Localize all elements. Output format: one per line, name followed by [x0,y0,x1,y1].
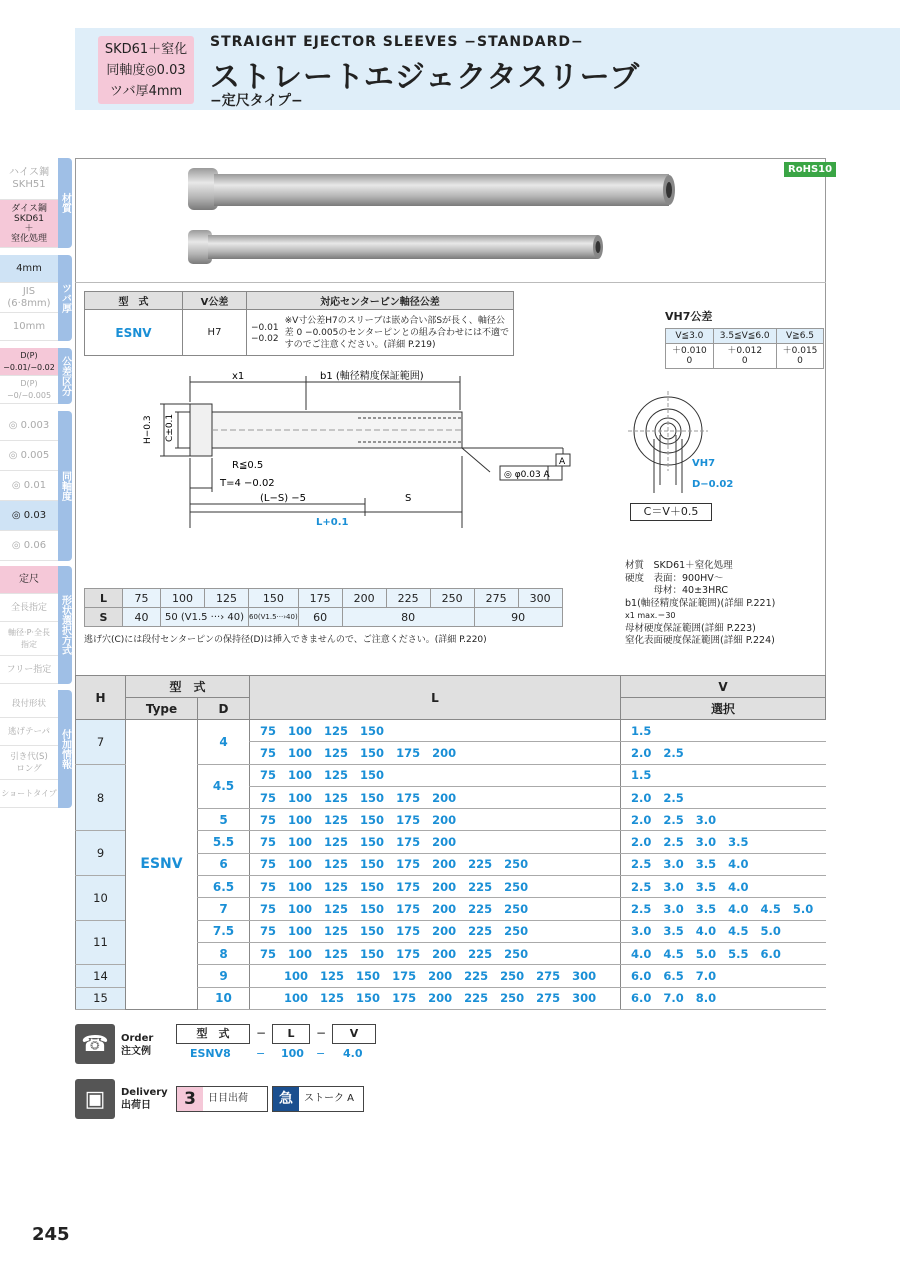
sidebar-item-coax-0005[interactable]: ◎ 0.005 [0,441,58,471]
sidebar-item-tol-2[interactable]: D(P)−0/−0.005 [0,376,58,404]
ls-header-s: S [85,608,123,627]
cell-l: 75 100 125 150 175 200 [250,831,621,853]
vh7-header: V≧6.5 [776,329,824,344]
col-type: Type [126,698,198,720]
cell-d: 4.5 [198,764,250,809]
divider [75,282,826,283]
dim-l: L+0.1 [316,517,349,528]
sidebar-item-long[interactable]: 引き代(S) ロング [0,746,58,780]
vh7-upper: ＋0.012 [727,346,763,356]
cell-d: 10 [198,987,250,1009]
ls-s: 80 [342,608,474,627]
cell-v: 6.0 7.0 8.0 [621,987,826,1009]
cell-d: 8 [198,942,250,964]
dim-h: H−0.3 [143,415,153,444]
note-line: 母材硬度保証範囲(詳細 P.223) [625,622,756,634]
spec-table [84,291,514,356]
ls-s: 60 [298,608,342,627]
sidebar-item-jis[interactable]: JIS (6·8mm) [0,283,58,313]
end-view-vh7: VH7 [692,458,716,469]
col-v-sub: 選択 [621,698,826,720]
express-icon: 急 [273,1087,299,1111]
sidebar-tab-flange: ツバ厚 [58,255,72,341]
sidebar-item-skd61[interactable]: ダイス鋼 SKD61 ＋ 窒化処理 [0,200,58,248]
cell-v: 2.0 2.5 3.0 [621,809,826,831]
cell-v: 1.5 [621,720,826,742]
dimension-table [75,675,826,1010]
title-jp: ストレートエジェクタスリーブ [210,60,641,95]
sidebar-tab-tol: 公差区分 [58,348,72,404]
sidebar-item-fixed[interactable]: 定尺 [0,566,58,594]
ls-l: 175 [298,589,342,608]
order-sep: − [256,1026,267,1040]
vh7-lower: 0 [741,356,748,366]
spec-header-vtol: V公差 [183,292,247,310]
sidebar-item-4mm[interactable]: 4mm [0,255,58,283]
cell-l: 75 100 125 150 175 200 225 250 [250,920,621,942]
cell-v: 2.0 2.5 [621,786,826,808]
vh7-lower: 0 [797,356,803,366]
cell-l: 75 100 125 150 175 200 225 250 [250,898,621,920]
spec-notes [625,560,775,648]
ls-s: 40 [123,608,161,627]
sidebar-tab-extra: 付加情報 [58,690,72,808]
cell-d: 5.5 [198,831,250,853]
ls-header-l: L [85,589,123,608]
spec-type: ESNV [85,310,183,356]
delivery-label-en: Delivery [121,1087,168,1098]
order-example-sep: − [256,1047,266,1060]
phone-icon: ☎ [75,1024,115,1064]
order-field-v: V [332,1024,376,1044]
cell-d: 7.5 [198,920,250,942]
dim-t: T=4 −0.02 [220,478,275,489]
cell-d: 5 [198,809,250,831]
coax-callout: ◎ φ0.03 A [504,470,550,480]
cell-h: 9 [76,831,126,876]
title-en: STRAIGHT EJECTOR SLEEVES −STANDARD− [210,34,584,50]
vh7-upper: ＋0.015 [782,346,818,356]
end-view-d: D−0.02 [692,479,734,490]
col-d: D [198,698,250,720]
ls-s: 50 (V1.5 ···› 40) [161,608,249,627]
note-line: 材質 SKD61＋窒化処理 [625,560,733,571]
delivery-days: 3 [177,1087,203,1111]
cell-l: 75 100 125 150 175 200 225 250 [250,853,621,875]
cell-l: 75 100 125 150 175 200 [250,809,621,831]
sidebar-item-free[interactable]: フリー指定 [0,656,58,684]
dim-c: C±0.1 [165,413,175,442]
dim-r: R≦0.5 [232,460,264,471]
cell-h: 7 [76,720,126,765]
sidebar-item-coax-003[interactable]: ◎ 0.03 [0,501,58,531]
col-l: L [250,676,621,720]
sidebar-item-dpl[interactable]: 軸径·P·全長 指定 [0,622,58,656]
badge-line: 同軸度◎0.03 [106,63,186,78]
cell-v: 2.5 3.0 3.5 4.0 [621,876,826,898]
cell-v: 1.5 [621,764,826,786]
spec-header-pin: 対応センターピン軸径公差 [247,292,514,310]
sidebar-tab-coax: 同軸度 [58,411,72,561]
col-v: V [621,676,826,698]
dim-s: S [405,493,412,504]
cell-d: 6.5 [198,876,250,898]
cell-type: ESNV [126,720,198,1010]
cell-v: 2.5 3.0 3.5 4.0 4.5 5.0 [621,898,826,920]
table-row [76,720,826,742]
cell-v: 4.0 4.5 5.0 5.5 6.0 [621,942,826,964]
order-example-v: 4.0 [343,1047,363,1060]
order-label [121,1032,153,1058]
ls-l: 150 [249,589,299,608]
note-line: 硬度 表面：900HV〜 [625,572,724,584]
sidebar-item-coax-001[interactable]: ◎ 0.01 [0,471,58,501]
sidebar-tab-shape: 形状選択方式 [58,566,72,684]
vh7-lower: 0 [686,356,693,366]
cell-h: 8 [76,764,126,831]
ls-l: 100 [161,589,205,608]
datum-a: A [559,457,566,467]
vh7-table [665,328,824,369]
delivery-label [121,1086,168,1112]
cell-h: 15 [76,987,126,1009]
cell-v: 2.0 2.5 3.0 3.5 [621,831,826,853]
cell-v: 2.0 2.5 [621,742,826,764]
delivery-box [176,1086,268,1112]
sidebar-item-coax-006[interactable]: ◎ 0.06 [0,531,58,561]
dim-ls: (L−S) −5 [260,493,307,504]
cell-l: 75 100 125 150 175 200 [250,742,621,764]
order-field-type: 型 式 [176,1024,250,1044]
ls-l: 75 [123,589,161,608]
spec-vtol: H7 [183,310,247,356]
sidebar-item-short[interactable]: ショートタイプ [0,780,58,808]
dim-x1: x1 [232,371,245,382]
page-number: 245 [32,1224,70,1245]
cell-v: 2.5 3.0 3.5 4.0 [621,853,826,875]
sidebar-item-coax-0003[interactable]: ◎ 0.003 [0,411,58,441]
badge-line: SKD61＋窒化 [104,42,188,57]
ls-l: 250 [430,589,474,608]
cell-h: 11 [76,920,126,965]
ls-note: 逃げ穴(C)には段付センターピンの保持径(D)は挿入できませんので、ご注意ください。(詳細 P.220) [84,635,487,645]
spec-note: ※V寸公差H7のスリーブは嵌め合い部Sが長く、軸径公差 0 −0.005のセンターピンとの組み合わせには不適ですのでご注意ください。(詳細 P.219) [284,315,509,350]
col-type-group: 型 式 [126,676,250,698]
sidebar-item-tol-1[interactable]: D(P)−0.01/−0.02 [0,348,58,376]
cell-l: 100 125 150 175 200 225 250 275 300 [250,965,621,987]
note-line: b1(軸径精度保証範囲)(詳細 P.221) [625,597,776,609]
badge-line: ツバ厚4mm [109,84,183,99]
sidebar-item-skh51[interactable]: ハイス鋼 SKH51 [0,158,58,200]
ls-l: 300 [518,589,562,608]
ls-l: 125 [205,589,249,608]
note-line: x1 max.＝30 [625,611,676,620]
ls-table [84,588,563,627]
cell-d: 4 [198,720,250,765]
pin-tol-upper: −0.01 [251,322,279,333]
sidebar-tab-material: 材質 [58,158,72,248]
order-label-en: Order [121,1033,154,1044]
cell-l: 100 125 150 175 200 225 250 275 300 [250,987,621,1009]
order-example-l: 100 [281,1047,304,1060]
delivery-text: 日目出荷 [208,1093,248,1104]
note-line: 窒化表面硬度保証範囲(詳細 P.224) [625,635,775,646]
order-example-sep: − [316,1047,326,1060]
note-line: 母材：40±3HRC [625,585,728,596]
cell-l: 75 100 125 150 175 200 [250,786,621,808]
cell-h: 10 [76,876,126,921]
sidebar-item-taper[interactable]: 逃げテーパ [0,718,58,746]
cell-v: 6.0 6.5 7.0 [621,965,826,987]
vh7-header: 3.5≦V≦6.0 [713,329,776,344]
order-label-jp: 注文例 [121,1046,151,1057]
express-box [272,1086,364,1112]
order-example-type: ESNV8 [190,1047,231,1060]
vh7-title: VH7公差 [665,310,713,323]
ls-s: 60(V1.5···›40) [249,608,299,627]
product-photo [180,162,680,282]
col-h: H [76,676,126,720]
cell-l: 75 100 125 150 175 200 225 250 [250,876,621,898]
formula-box: C＝V＋0.5 [630,503,712,521]
rohs-badge: RoHS10 [784,162,836,177]
dim-b1: b1 (軸径精度保証範囲) [320,371,424,382]
ls-l: 200 [342,589,386,608]
express-text: ストーク A [304,1093,355,1104]
cell-d: 7 [198,898,250,920]
ls-l: 225 [386,589,430,608]
sidebar-item-step[interactable]: 段付形状 [0,690,58,718]
cell-d: 9 [198,965,250,987]
order-field-l: L [272,1024,310,1044]
sidebar-item-length[interactable]: 全長指定 [0,594,58,622]
delivery-label-jp: 出荷日 [121,1100,151,1111]
order-sep: − [316,1026,327,1040]
ls-l: 275 [474,589,518,608]
subtitle-jp: −定尺タイプ− [210,93,303,109]
cell-l: 75 100 125 150 175 200 225 250 [250,942,621,964]
pin-tol-lower: −0.02 [251,333,279,344]
cell-v: 3.0 3.5 4.0 4.5 5.0 [621,920,826,942]
cell-h: 14 [76,965,126,987]
vh7-upper: ＋0.010 [672,346,707,356]
ls-s: 90 [474,608,562,627]
cell-d: 6 [198,853,250,875]
cell-l: 75 100 125 150 [250,720,621,742]
sidebar-item-10mm[interactable]: 10mm [0,313,58,341]
spec-badge [98,36,194,104]
technical-drawing [120,368,600,548]
cell-l: 75 100 125 150 [250,764,621,786]
vh7-header: V≦3.0 [666,329,714,344]
truck-icon: ▣ [75,1079,115,1119]
spec-header-type: 型 式 [85,292,183,310]
